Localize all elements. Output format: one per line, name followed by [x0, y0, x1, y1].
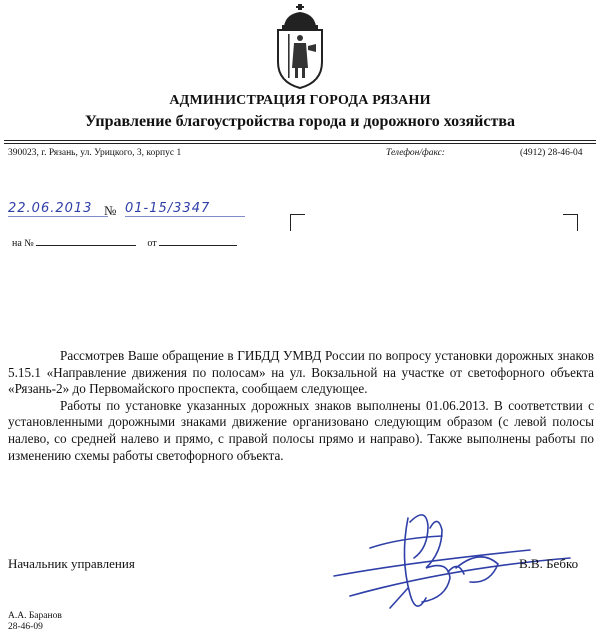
reference-line: [12, 235, 237, 249]
header-rule-bottom: [4, 143, 596, 144]
body-paragraph: Рассмотрев Ваше обращение в ГИБДД УМВД России по вопросу установки дорожных знаков 5.15.1 «Направление движения по полосам» на ул. Вокзальной на участке от светофорного объекта «Рязань-2» до Первомайского проспекта, сообщаем следующее.: [8, 348, 594, 397]
number-underline: [125, 216, 245, 217]
reference-date-label: от: [147, 238, 157, 249]
letter-body: [8, 348, 594, 464]
outgoing-number: 01-15/3347: [125, 201, 211, 216]
date-underline: [8, 216, 108, 217]
organization-name: АДМИНИСТРАЦИЯ ГОРОДА РЯЗАНИ: [169, 93, 431, 108]
phone-number: (4912) 28-46-04: [520, 148, 583, 158]
reference-date-blank: [159, 235, 237, 246]
header-rule-top: [4, 140, 596, 141]
phone-label: Телефон/факс:: [386, 148, 445, 158]
addressee-corner-right: [563, 214, 578, 231]
address: 390023, г. Рязань, ул. Урицкого, 3, корпус 1: [8, 148, 182, 158]
reference-number-blank: [36, 235, 136, 246]
number-sign: №: [104, 203, 117, 218]
addressee-corner-left: [290, 214, 305, 231]
executor-phone: 28-46-09: [8, 622, 43, 632]
outgoing-date: 22.06.2013: [8, 201, 93, 216]
executor-name: А.А. Баранов: [8, 611, 62, 621]
reference-number-label: на №: [12, 238, 34, 249]
body-paragraph: Работы по установке указанных дорожных знаков выполнены 01.06.2013. В соответствии с установленными дорожными знаками движение организовано следующим образом (с левой полосы налево, со средней налево и прямо, с правой полосы прямо и направо). Также выполнены работы по изменению схемы работы светофорного объекта.: [8, 397, 594, 463]
signatory-name: В.В. Бебко: [519, 556, 579, 571]
department-name: Управление благоустройства города и дорожного хозяйства: [84, 113, 515, 130]
ryazan-coat-of-arms-icon: [268, 4, 332, 90]
signatory-title: Начальник управления: [8, 556, 135, 571]
executor-block: [8, 611, 62, 633]
